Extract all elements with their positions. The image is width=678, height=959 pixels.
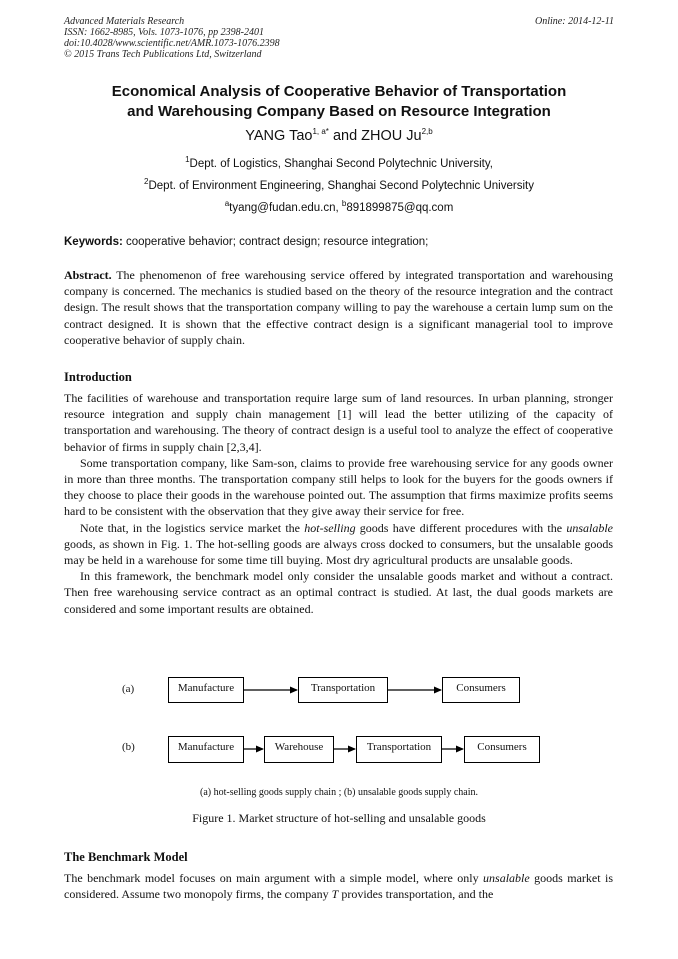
introduction-heading: Introduction bbox=[64, 370, 132, 384]
intro-p3-hot-selling: hot-selling bbox=[304, 520, 356, 535]
abstract bbox=[64, 267, 613, 348]
row-b-label: (b) bbox=[122, 741, 135, 753]
row-a-consumers-box: Consumers bbox=[442, 677, 520, 703]
affiliation-2-mark: 2 bbox=[144, 177, 149, 187]
author-2: ZHOU Ju bbox=[361, 128, 422, 144]
benchmark-heading: The Benchmark Model bbox=[64, 850, 188, 864]
email-a[interactable]: tyang@fudan.edu.cn, bbox=[229, 202, 342, 214]
author-2-superscript: 2,b bbox=[421, 127, 433, 137]
copyright-line: © 2015 Trans Tech Publications Ltd, Switzerland bbox=[64, 49, 262, 60]
author-1-superscript: 1, a* bbox=[312, 127, 329, 137]
figure-caption: Figure 1. Market structure of hot-selling and unsalable goods bbox=[192, 811, 486, 825]
row-b-manufacture-box: Manufacture bbox=[168, 736, 244, 763]
affiliation-2-text: Dept. of Environment Engineering, Shanghai Second Polytechnic University bbox=[148, 180, 534, 192]
intro-paragraph-3 bbox=[64, 520, 613, 569]
affiliation-1-text: Dept. of Logistics, Shanghai Second Polytechnic University, bbox=[189, 158, 493, 170]
benchmark-p1-part-a: The benchmark model focuses on main argument with a simple model, where only bbox=[64, 871, 484, 885]
paper-title bbox=[60, 82, 618, 122]
row-b-warehouse-box: Warehouse bbox=[264, 736, 334, 763]
row-a-manufacture-box: Manufacture bbox=[168, 677, 244, 703]
row-b-transportation-box: Transportation bbox=[356, 736, 442, 763]
doi-line: doi:10.4028/www.scientific.net/AMR.1073-1076.2398 bbox=[64, 38, 280, 49]
intro-p3-part-c: goods, as shown in Fig. 1. The hot-selling goods are always cross docked to consumers, but the unsalable goods may be held in a warehouse for some time till buying. Most dry agricultural products are unsalable goods. bbox=[64, 536, 613, 568]
keywords-text: cooperative behavior; contract design; resource integration; bbox=[122, 236, 429, 248]
issn-line: ISSN: 1662-8985, Vols. 1073-1076, pp 2398-2401 bbox=[64, 27, 264, 38]
row-b-consumers-box: Consumers bbox=[464, 736, 540, 763]
intro-paragraph-4: In this framework, the benchmark model only consider the unsalable goods market and without a contract. Then free warehousing service contract as an optimal contract is studied. At last, the dual goods markets are considered and some important results are obtained. bbox=[64, 569, 613, 616]
affiliation-2 bbox=[60, 177, 618, 192]
intro-p3-part-a: Note that, in the logistics service market the bbox=[80, 520, 305, 535]
online-date: Online: 2014-12-11 bbox=[535, 16, 614, 27]
abstract-label: Abstract. bbox=[64, 268, 112, 282]
benchmark-body bbox=[64, 870, 613, 902]
intro-paragraph-1: The facilities of warehouse and transportation require large sum of land resources. In urban planning, stronger resource integration and supply chain management [1] will lead the better utilizing of the capacity of transportation and warehousing. The theory of contract design is a useful tool to analyze the effect of cooperative behavior of firms in supply chain [2,3,4]. bbox=[64, 391, 613, 454]
journal-name: Advanced Materials Research bbox=[64, 16, 185, 27]
benchmark-p1-part-b: goods market is considered. Assume two monopoly firms, the company bbox=[64, 871, 614, 902]
keywords bbox=[64, 236, 624, 248]
row-a-transportation-box: Transportation bbox=[298, 677, 388, 703]
email-b[interactable]: 891899875@qq.com bbox=[346, 202, 454, 214]
benchmark-paragraph-1 bbox=[64, 870, 613, 902]
email-line bbox=[60, 199, 618, 214]
keywords-label: Keywords: bbox=[64, 236, 123, 248]
affiliation-1 bbox=[60, 155, 618, 170]
intro-p3-part-b: goods have different procedures with the bbox=[355, 520, 567, 535]
benchmark-p1-part-c: provides transportation, and the bbox=[338, 887, 494, 902]
benchmark-p1-company-t: T bbox=[331, 887, 339, 902]
affiliation-1-mark: 1 bbox=[185, 155, 190, 165]
title-line-2: and Warehousing Company Based on Resource Integration bbox=[127, 103, 551, 120]
benchmark-p1-unsalable: unsalable bbox=[483, 871, 530, 885]
intro-p3-unsalable: unsalable bbox=[566, 520, 613, 535]
intro-paragraph-2: Some transportation company, like Sam-son, claims to provide free warehousing service for any goods owner in more than three months. The transportation company still helps to look for the buyers for the goods owners if they choose to place their goods in the warehouse pointed out. The assumption that firms maximize profits seems hard to be consistent with the observation that they give away their service for free. bbox=[64, 455, 613, 519]
introduction-body bbox=[64, 390, 613, 617]
email-b-mark: b bbox=[341, 199, 347, 209]
email-a-mark: a bbox=[224, 199, 230, 209]
abstract-text: The phenomenon of free warehousing service offered by integrated transportation and warehousing company is concerned. The mechanics is studied based on the theory of the resource integration and the contract design. The result shows that the transportation company willing to pay the warehouse a certain lump sum on the contract designed. It is shown that the effective contract design is a significant managerial tool to improve cooperative behavior of supply chain. bbox=[64, 268, 613, 347]
figure-subcaption: (a) hot-selling goods supply chain ; (b) unsalable goods supply chain. bbox=[199, 787, 478, 798]
title-line-1: Economical Analysis of Cooperative Behavior of Transportation bbox=[111, 83, 567, 100]
row-a-label: (a) bbox=[122, 683, 135, 695]
author-1: YANG Tao bbox=[245, 128, 313, 144]
running-header bbox=[64, 16, 280, 60]
author-and: and bbox=[328, 128, 362, 144]
author-line bbox=[60, 128, 618, 144]
